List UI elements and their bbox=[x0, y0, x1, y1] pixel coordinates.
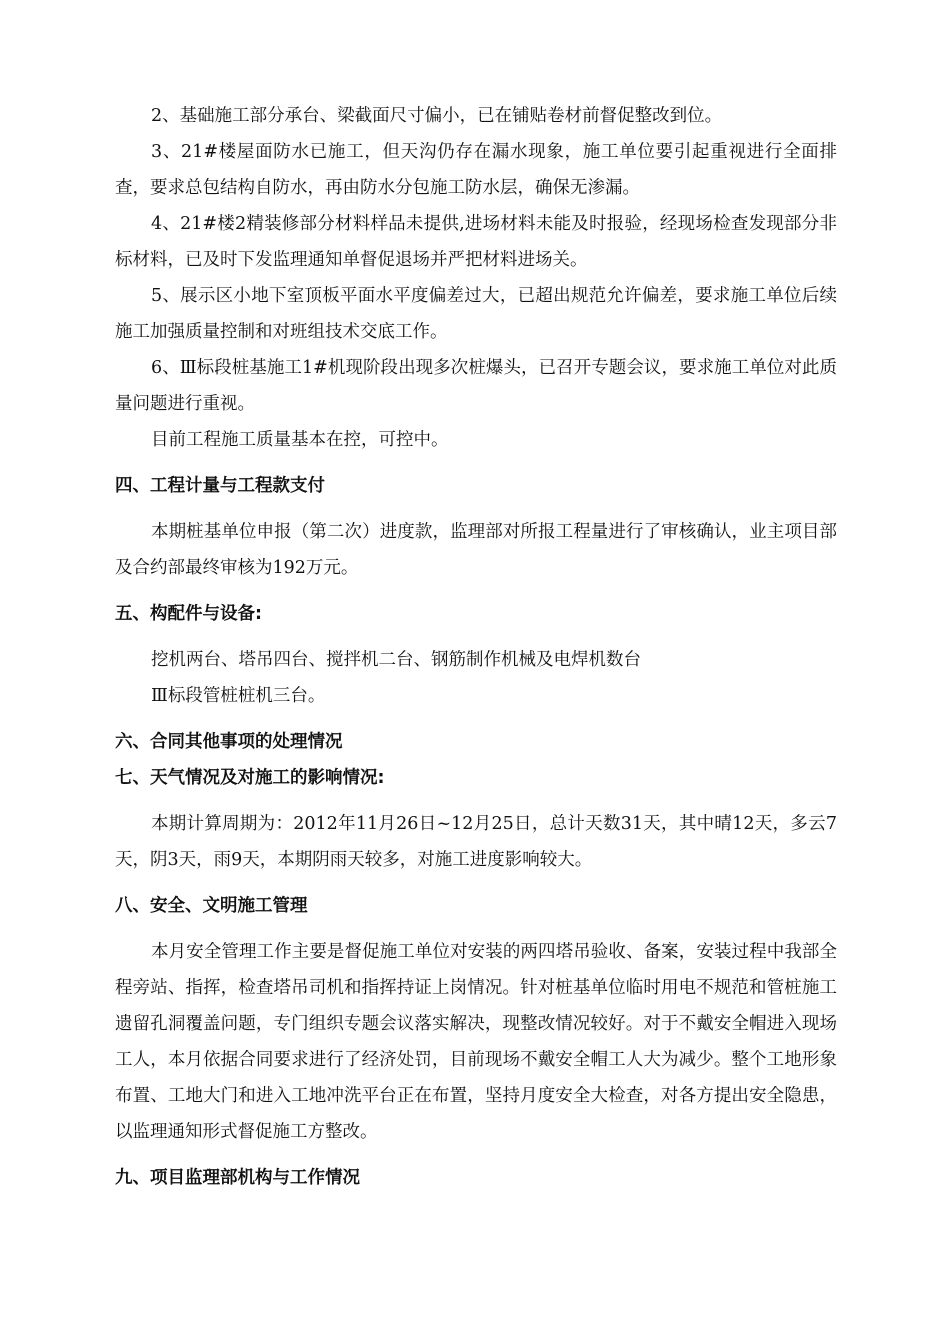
section-7-body: 本期计算周期为：2012年11月26日~12月25日，总计天数31天，其中晴12天，多云7天，阴3天，雨9天，本期阴雨天较多，对施工进度影响较大。 bbox=[115, 814, 837, 870]
equipment-line-2: Ⅲ标段管桩桩机三台。 bbox=[151, 686, 326, 706]
section-4-body: 本期桩基单位申报（第二次）进度款，监理部对所报工程量进行了审核确认，业主项目部及合约部最终审核为192万元。 bbox=[115, 522, 837, 578]
section-heading-7: 七、天气情况及对施工的影响情况: bbox=[115, 768, 385, 788]
quality-item-3: 3、21#楼屋面防水已施工，但天沟仍存在漏水现象，施工单位要引起重视进行全面排查，要求总包结构自防水，再由防水分包施工防水层，确保无渗漏。 bbox=[115, 142, 837, 198]
quality-item-5: 5、展示区小地下室顶板平面水平度偏差过大，已超出规范允许偏差，要求施工单位后续施工加强质量控制和对班组技术交底工作。 bbox=[115, 286, 837, 342]
quality-item-6: 6、Ⅲ标段桩基施工1#机现阶段出现多次桩爆头，已召开专题会议，要求施工单位对此质量问题进行重视。 bbox=[115, 358, 837, 414]
section-heading-5: 五、构配件与设备: bbox=[115, 604, 262, 624]
document-body bbox=[115, 98, 837, 1196]
section-heading-6: 六、合同其他事项的处理情况 bbox=[115, 732, 343, 752]
section-8-body: 本月安全管理工作主要是督促施工单位对安装的两四塔吊验收、备案，安装过程中我部全程旁站、指挥，检查塔吊司机和指挥持证上岗情况。针对桩基单位临时用电不规范和管桩施工遗留孔洞覆盖问题，专门组织专题会议落实解决，现整改情况较好。对于不戴安全帽进入现场工人，本月依据合同要求进行了经济处罚，目前现场不戴安全帽工人大为减少。整个工地形象布置、工地大门和进入工地冲洗平台正在布置，坚持月度安全大检查，对各方提出安全隐患，以监理通知形式督促施工方整改。 bbox=[115, 942, 837, 1142]
quality-summary: 目前工程施工质量基本在控，可控中。 bbox=[151, 430, 449, 450]
section-heading-4: 四、工程计量与工程款支付 bbox=[115, 476, 325, 496]
section-heading-8: 八、安全、文明施工管理 bbox=[115, 896, 308, 916]
quality-item-4: 4、21#楼2精装修部分材料样品未提供,进场材料未能及时报验，经现场检查发现部分非标材料，已及时下发监理通知单督促退场并严把材料进场关。 bbox=[115, 214, 837, 270]
quality-item-2: 2、基础施工部分承台、梁截面尺寸偏小，已在铺贴卷材前督促整改到位。 bbox=[151, 106, 723, 126]
equipment-line-1: 挖机两台、塔吊四台、搅拌机二台、钢筋制作机械及电焊机数台 bbox=[151, 650, 641, 670]
section-heading-9: 九、项目监理部机构与工作情况 bbox=[115, 1168, 360, 1188]
